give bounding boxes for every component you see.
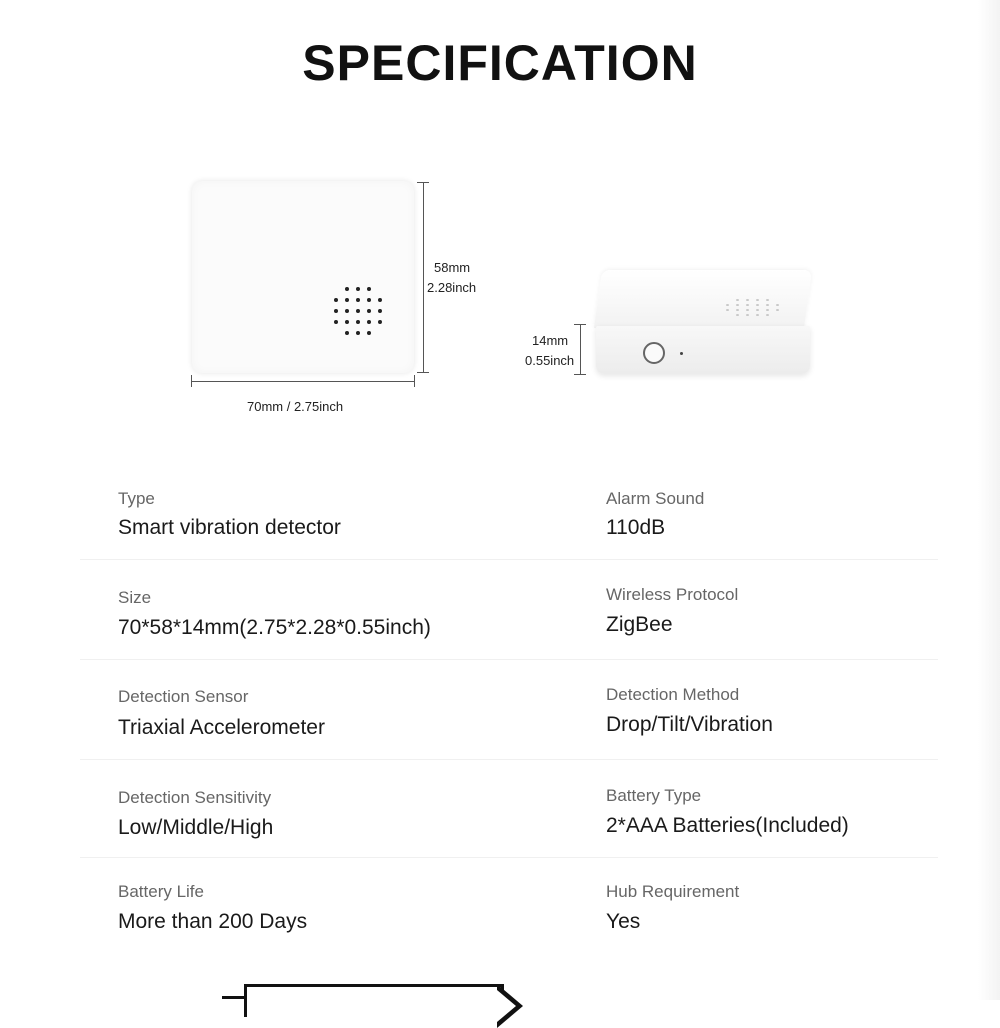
speaker-hole: [746, 309, 749, 311]
speaker-hole: [367, 320, 371, 324]
bottom-arrow-icon-inner: [497, 990, 516, 1022]
thickness-dimension-cap-top: [574, 324, 586, 325]
spec-value-alarm-sound: 110dB: [606, 516, 666, 539]
speaker-hole: [766, 309, 769, 311]
spec-label-detection-sensor: Detection Sensor: [118, 687, 249, 706]
speaker-hole: [345, 298, 349, 302]
spec-value-size: 70*58*14mm(2.75*2.28*0.55inch): [118, 616, 431, 639]
speaker-hole: [334, 320, 338, 324]
spec-label-size: Size: [118, 588, 152, 607]
spec-label-detection-sensitivity: Detection Sensitivity: [118, 788, 272, 807]
spec-label-hub-requirement: Hub Requirement: [606, 882, 740, 901]
width-label: 70mm / 2.75inch: [247, 399, 344, 414]
spec-label-battery-life: Battery Life: [118, 882, 204, 901]
spec-value-detection-sensor: Triaxial Accelerometer: [118, 716, 325, 739]
spec-value-battery-type: 2*AAA Batteries(Included): [606, 814, 849, 837]
page-edge-shadow: [978, 0, 1000, 1000]
speaker-hole: [345, 309, 349, 313]
speaker-hole: [756, 299, 759, 301]
speaker-hole: [746, 314, 749, 316]
spec-value-detection-sensitivity: Low/Middle/High: [118, 816, 274, 839]
spec-label-type: Type: [118, 489, 155, 508]
page-title: SPECIFICATION: [302, 35, 698, 91]
spec-label-detection-method: Detection Method: [606, 685, 740, 704]
speaker-hole: [367, 287, 371, 291]
thickness-mm-label: 14mm: [532, 333, 569, 348]
height-dimension-cap-top: [417, 182, 429, 183]
device-button: [643, 342, 665, 364]
height-dimension-cap-bottom: [417, 372, 429, 373]
height-inch-label: 2.28inch: [427, 280, 477, 295]
row-divider: [80, 659, 938, 660]
device-led-indicator: [680, 352, 683, 355]
speaker-hole: [345, 320, 349, 324]
speaker-hole: [334, 309, 338, 313]
height-dimension-line: [423, 182, 424, 372]
spec-value-battery-life: More than 200 Days: [118, 910, 308, 933]
speaker-holes-front: [330, 285, 390, 345]
speaker-hole: [345, 331, 349, 335]
speaker-hole: [356, 287, 360, 291]
speaker-hole: [367, 309, 371, 313]
speaker-hole: [746, 299, 749, 301]
width-dimension-cap-left: [191, 375, 192, 387]
spec-value-type: Smart vibration detector: [118, 516, 341, 539]
thickness-inch-label: 0.55inch: [525, 353, 575, 368]
speaker-hole: [356, 331, 360, 335]
spec-label-wireless-protocol: Wireless Protocol: [606, 585, 739, 604]
speaker-hole: [356, 298, 360, 302]
speaker-hole: [367, 331, 371, 335]
row-divider: [80, 857, 938, 858]
speaker-hole: [776, 304, 779, 306]
thickness-dimension-cap-bottom: [574, 374, 586, 375]
speaker-hole: [756, 304, 759, 306]
speaker-hole: [334, 298, 338, 302]
speaker-hole: [766, 314, 769, 316]
spec-label-battery-type: Battery Type: [606, 786, 702, 805]
width-dimension-line: [191, 381, 415, 382]
device-side-body: [596, 326, 810, 374]
speaker-hole: [746, 304, 749, 306]
width-dimension-cap-right: [414, 375, 415, 387]
speaker-hole: [736, 314, 739, 316]
bottom-arrow-box: [244, 984, 504, 1017]
spec-value-detection-method: Drop/Tilt/Vibration: [606, 713, 773, 736]
height-mm-label: 58mm: [434, 260, 471, 275]
speaker-hole: [726, 304, 729, 306]
speaker-hole: [356, 309, 360, 313]
speaker-hole: [378, 298, 382, 302]
speaker-hole: [378, 320, 382, 324]
row-divider: [80, 759, 938, 760]
speaker-hole: [726, 309, 729, 311]
row-divider: [80, 559, 938, 560]
speaker-hole: [367, 298, 371, 302]
speaker-hole: [378, 309, 382, 313]
speaker-hole: [356, 320, 360, 324]
speaker-hole: [345, 287, 349, 291]
speaker-hole: [776, 309, 779, 311]
speaker-hole: [756, 309, 759, 311]
spec-label-alarm-sound: Alarm Sound: [606, 489, 705, 508]
spec-value-hub-requirement: Yes: [606, 910, 641, 933]
speaker-hole: [756, 314, 759, 316]
spec-value-wireless-protocol: ZigBee: [606, 613, 673, 636]
speaker-hole: [766, 304, 769, 306]
speaker-hole: [736, 304, 739, 306]
speaker-hole: [766, 299, 769, 301]
thickness-dimension-line: [580, 324, 581, 374]
speaker-hole: [736, 299, 739, 301]
speaker-hole: [736, 309, 739, 311]
bottom-connector-line: [222, 996, 244, 999]
speaker-holes-side: [722, 298, 786, 320]
